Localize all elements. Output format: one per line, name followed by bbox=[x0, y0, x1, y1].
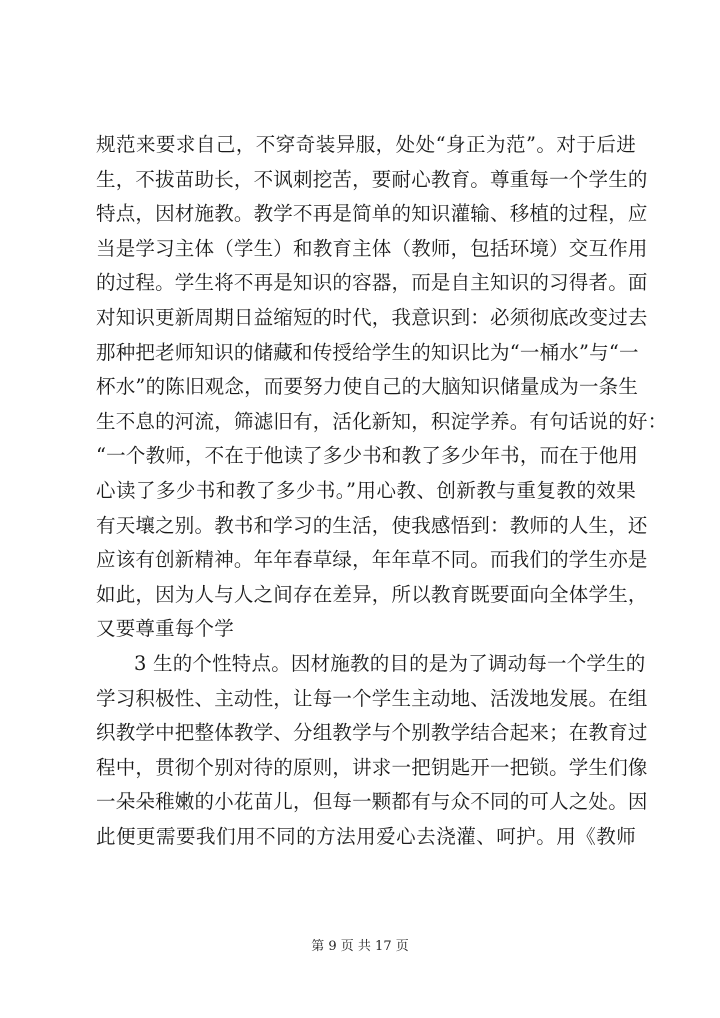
text-line: 生不息的河流，筛滤旧有，活化新知，积淀学养。有句话说的好： bbox=[96, 409, 668, 433]
text-line: 那种把老师知识的储藏和传授给学生的知识比为“一桶水”与“一 bbox=[96, 340, 639, 364]
text-line: 应该有创新精神。年年春草绿，年年草不同。而我们的学生亦是 bbox=[96, 548, 648, 572]
page-number-footer: 第 9 页 共 17 页 bbox=[311, 939, 409, 954]
text-line: 学习积极性、主动性，让每一个学生主动地、活泼地发展。在组 bbox=[96, 686, 648, 710]
text-line: 杯水”的陈旧观念，而要努力使自己的大脑知识储量成为一条生 bbox=[96, 375, 639, 399]
text-line: 对知识更新周期日益缩短的时代，我意识到：必须彻底改变过去 bbox=[96, 305, 648, 329]
text-line: 此便更需要我们用不同的方法用爱心去浇灌、呵护。用《教师 bbox=[96, 824, 636, 848]
text-line: 生，不拔苗助长，不讽刺挖苦，要耐心教育。尊重每一个学生的 bbox=[96, 167, 648, 191]
text-line: 又要尊重每个学 bbox=[96, 617, 234, 641]
text-line: 如此，因为人与人之间存在差异，所以教育既要面向全体学生， bbox=[96, 582, 648, 606]
text-line: 一朵朵稚嫩的小花苗儿，但每一颗都有与众不同的可人之处。因 bbox=[96, 790, 648, 814]
text-line: 心读了多少书和教了多少书。”用心教、创新教与重复教的效果 bbox=[96, 478, 636, 502]
text-line: 程中，贯彻个别对待的原则，讲求一把钥匙开一把锁。学生们像 bbox=[96, 755, 648, 779]
text-line: “一个教师，不在于他读了多少书和教了多少年书，而在于他用 bbox=[96, 444, 639, 468]
text-line: 当是学习主体（学生）和教育主体（教师，包括环境）交互作用 bbox=[96, 236, 648, 260]
text-line: 的过程。学生将不再是知识的容器，而是自主知识的习得者。面 bbox=[96, 271, 648, 295]
text-line: 有天壤之别。教书和学习的生活，使我感悟到：教师的人生，还 bbox=[96, 513, 648, 537]
text-line: 3 生的个性特点。因材施教的目的是为了调动每一个学生的 bbox=[134, 651, 646, 675]
text-line: 规范来要求自己，不穿奇装异服，处处“身正为范”。对于后进 bbox=[96, 133, 636, 156]
text-line: 织教学中把整体教学、分组教学与个别教学结合起来；在教育过 bbox=[96, 721, 648, 745]
body-text bbox=[96, 128, 668, 854]
text-line: 特点，因材施教。教学不再是简单的知识灌输、移植的过程，应 bbox=[96, 202, 648, 226]
